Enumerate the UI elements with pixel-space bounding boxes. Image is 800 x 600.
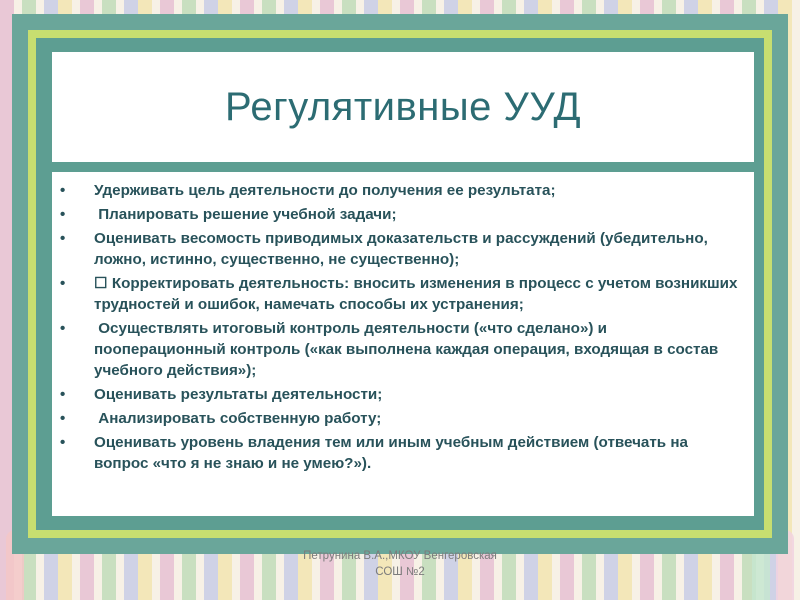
footer-line-school: СОШ №2 <box>375 566 425 578</box>
bullet-icon: • <box>60 206 66 223</box>
bullet-icon: • <box>60 386 66 403</box>
list-item-text: Осуществлять итоговый контроль деятельности («что сделано») и пооперационный контроль («как выполнена каждая операция, входящая в состав учебного действия»); <box>94 320 723 379</box>
slide-title: Регулятивные УУД <box>224 84 582 129</box>
list-item-text: Планировать решение учебной задачи; <box>94 206 397 223</box>
list-item-text: Оценивать весомость приводимых доказательств и рассуждений (убедительно, ложно, истинно, существенно, не существенно); <box>94 230 708 268</box>
bullet-icon: • <box>60 230 66 247</box>
bullet-icon: • <box>60 410 66 427</box>
list-item-text: Удерживать цель деятельности до получения ее результата; <box>94 182 556 199</box>
list-item <box>60 180 740 201</box>
list-item-text: Анализировать собственную работу; <box>94 410 382 427</box>
list-item-text: Оценивать уровень владения тем или иным учебным действием (отвечать на вопрос «что я не знаю и не умею?»). <box>94 434 688 472</box>
list-item <box>60 384 740 405</box>
bullet-icon: • <box>60 275 66 292</box>
title-panel <box>52 52 754 162</box>
bullet-icon: • <box>60 434 66 451</box>
bullet-icon: • <box>60 320 66 337</box>
list-item <box>60 432 740 474</box>
list-item <box>60 228 740 270</box>
bullet-list <box>60 180 740 477</box>
list-item-text: ☐ Корректировать деятельность: вносить изменения в процесс с учетом возникших трудностей и ошибок, намечать способы их устранения; <box>94 275 738 313</box>
bullet-icon: • <box>60 182 66 199</box>
footer-line-author: Петрунина В.А.,МКОУ Венгеровская <box>303 550 497 562</box>
list-item <box>60 273 740 315</box>
list-item <box>60 408 740 429</box>
list-item <box>60 318 740 381</box>
list-item <box>60 204 740 225</box>
slide-footer <box>270 548 530 580</box>
list-item-text: Оценивать результаты деятельности; <box>94 386 383 403</box>
